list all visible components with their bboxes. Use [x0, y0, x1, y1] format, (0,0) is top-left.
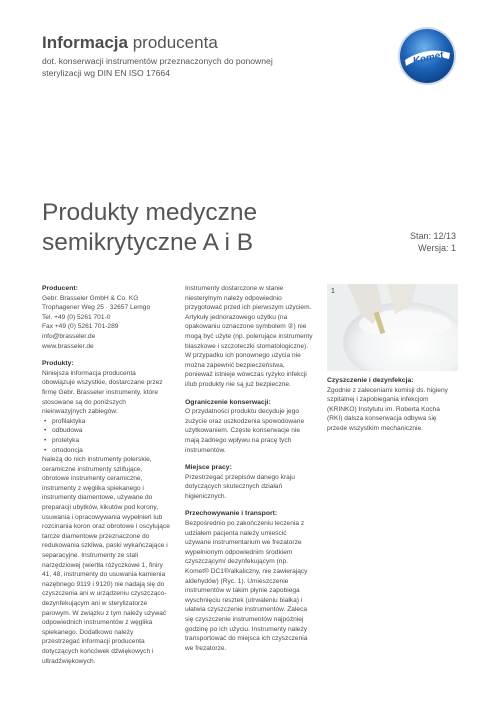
clean-paragraph: Zgodnie z zaleceniami komisji ds. higieny szpitalnej i zapobiegania infekcjom (KRINKO) Instytutu im. Roberta Kocha (RKI) dalsza konserwacja odbywa się przede wszystkim mechanicznie.	[327, 386, 448, 432]
place-heading: Miejsce pracy:	[185, 464, 232, 472]
list-item: • odbudowa	[52, 426, 170, 436]
header-title	[42, 33, 218, 53]
producer-line: Trophagener Weg 25 · 32657 Lemgo	[42, 304, 151, 312]
list-item: • ortodoncja	[52, 446, 170, 456]
clean-heading: Czyszczenie i dezynfekcja:	[327, 377, 414, 384]
place-paragraph: Przestrzegać przepisów danego kraju dotyczących skutecznych działań higienicznych.	[185, 473, 295, 500]
products-list	[42, 417, 170, 455]
status-block	[410, 230, 456, 254]
list-item: • profilaktyka	[52, 417, 170, 427]
limit-paragraph: O przydatności produktu decyduje jego zużycie oraz uszkodzenia spowodowane użytkowaniem. Częste konserwacje nie mają żadnego wpływu na pracę tych instrumentów.	[185, 408, 305, 454]
cleaning-photo	[327, 284, 458, 371]
header-title-bold: Informacja	[42, 33, 128, 52]
photo-number: 1	[331, 288, 335, 295]
products-body: Należą do nich instrumenty polerskie, ceramiczne instrumenty szlifujące, obrotowe instrumenty ceramiczne, instrumenty z węglika spiekanego i instrumenty diamentowe, używane do preparacji ubytków, kikutów pod korony, usuwania i opracowywania wypełnień lub rozcinania koron oraz obrotowe i oscylujące tarcze diamentowe przeznaczone do redukowania szkliwa, paski wykańczające i separacyjne. Instrumenty ze stali narzędziowej (wiertła różyczkowe 1, finiry 41, 48, instrumenty do usuwania kamienia nazębnego 9119 i 9120) nie nadają się do czyszczenia ani w urządzeniu czyszcząco-dezynfekującym ani w sterylizatorze parowym. W związku z tym należy używać odpowiednich instrumentów z węglika spiekanego. Dodatkowo należy przestrzegać informacji producenta dotyczących końcówek dźwiękowych i ultradźwiękowych.	[42, 456, 170, 665]
limit-heading: Ograniczenie konserwacji:	[185, 398, 271, 406]
list-item: • protetyka	[52, 436, 170, 446]
page-title	[42, 198, 257, 258]
producer-line: Gebr. Brasseler GmbH & Co. KG	[42, 294, 139, 302]
storage-heading: Przechowywanie i transport:	[185, 510, 278, 518]
producer-line: Fax +49 (0) 5261 701-289	[42, 323, 119, 331]
column-1	[42, 284, 170, 666]
products-heading: Produkty:	[42, 360, 74, 368]
intro-paragraph: Instrumenty dostarczone w stanie niesterylnym należy odpowiednio przygotować przed ich pierwszym użyciem. Artykuły jednorazowego użytku (na opakowaniu oznaczone symbolem ②) nie mogą być użyte (np. polerujące instrumenty blaszkowe i szczoteczki stomatologiczne). W przypadku ich ponownego użycia nie można zapewnić bezpieczeństwa, ponieważ istnieje wówczas ryzyko infekcji i/lub produkty nie są już bezpieczne.	[185, 285, 313, 388]
logo-text: Komet	[411, 49, 445, 68]
page-title-line1: Produkty medyczne	[42, 199, 258, 226]
column-3	[327, 376, 457, 442]
header-title-rest: producenta	[127, 33, 218, 52]
header-subtitle: dot. konserwacji instrumentów przeznaczonych do ponownej sterylizacji wg DIN EN ISO 17664	[42, 56, 273, 78]
column-2	[185, 284, 313, 661]
status-date: Stan: 12/13	[409, 231, 456, 241]
producer-line: Tel. +49 (0) 5261 701-0	[42, 313, 111, 321]
products-intro: Niniejsza informacja producenta obowiązuje wszystkie, dostarczane przez firmę Gebr. Brasseler instrumenty, które stosowane są do poniższych nieinwazyjnych zabiegów:	[42, 369, 163, 416]
komet-logo	[397, 26, 457, 86]
page-title-line2: semikrytyczne A i B	[42, 229, 254, 256]
storage-paragraph: Bezpośrednio po zakończeniu leczenia z udziałem pacjenta należy umieścić używane instrumentarium we frezatorze wypełnionym odpowiednim środkiem czyszczącym/ dezynfekującym (np. Komet® DC1®/alkaliczny, nie zawierający aldehydów) (Ryc. 1). Umieszczenie instrumentów w takim płynie zapobiega wyschnięciu resztek (utrwaleniu białka) i ułatwia czyszczenie instrumentów. Zaleca się czyszczenie instrumentów najpóźniej godzinę po ich użyciu. Instrumenty należy transportować do miejsca ich czyszczenia we frezatorze.	[185, 520, 308, 652]
producer-heading: Producent:	[42, 285, 78, 292]
producer-website: www.brasseler.de	[42, 342, 94, 350]
producer-email: info@brasseler.de	[42, 332, 96, 340]
status-version: Wersja: 1	[418, 243, 456, 253]
